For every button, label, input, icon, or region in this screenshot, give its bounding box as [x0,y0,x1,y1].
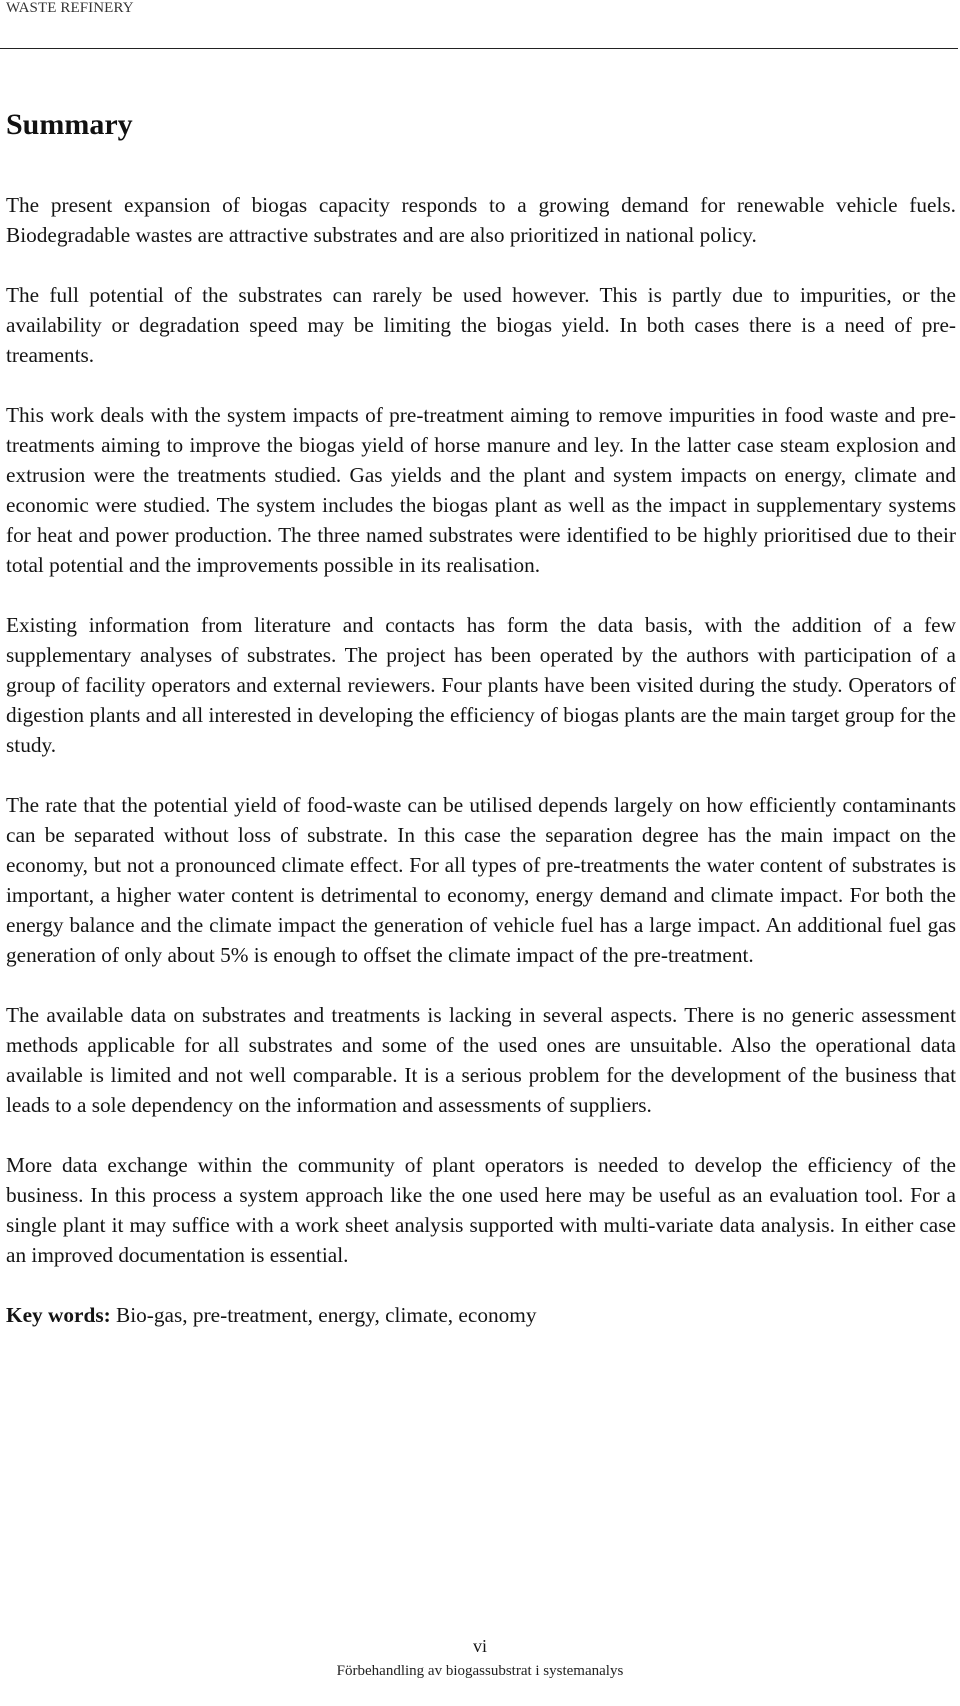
paragraph: The full potential of the substrates can rarely be used however. This is partly due to impurities, or the availability or degradation speed may be limiting the biogas yield. In both cases there is a need of pre-treaments. [6,283,956,367]
paragraph: Existing information from literature and contacts has form the data basis, with the addition of a few supplementary analyses of substrates. The project has been operated by the authors with participation of a group of facility operators and external reviewers. Four plants have been visited during the study. Operators of digestion plants and all interested in developing the efficiency of biogas plants are the main target group for the study. [6,613,956,757]
footer-title: Förbehandling av biogassubstrat i systemanalys [336,1663,624,1679]
keywords-line [6,1300,956,1330]
keywords-label: Key words: [6,1303,111,1327]
keywords-text: Bio-gas, pre-treatment, energy, climate, economy [110,1303,537,1327]
paragraph: The rate that the potential yield of food-waste can be utilised depends largely on how efficiently contaminants can be separated without loss of substrate. In this case the separation degree has the main impact on the economy, but not a pronounced climate effect. For all types of pre-treatments the water content of substrates is important, a higher water content is detrimental to economy, energy demand and climate impact. For both the energy balance and the climate impact the generation of vehicle fuel has a large impact. An additional fuel gas generation of only about 5% is enough to offset the climate impact of the pre-treatment. [6,793,956,967]
page-number: vi [472,1636,487,1656]
running-header-title: WASTE REFINERY [6,0,134,16]
running-header [0,0,958,49]
paragraph: The present expansion of biogas capacity responds to a growing demand for renewable vehicle fuels. Biodegradable wastes are attractive substrates and are also prioritized in national policy. [6,193,956,247]
page-title: Summary [6,108,133,141]
paragraph: This work deals with the system impacts of pre-treatment aiming to remove impurities in food waste and pre-treatments aiming to improve the biogas yield of horse manure and ley. In the latter case steam explosion and extrusion were the treatments studied. Gas yields and the plant and system impacts on energy, climate and economic were studied. The system includes the biogas plant as well as the impact in supplementary systems for heat and power production. The three named substrates were identified to be highly prioritised due to their total potential and the improvements possible in its realisation. [6,403,956,577]
paragraph: More data exchange within the community of plant operators is needed to develop the efficiency of the business. In this process a system approach like the one used here may be useful as an evaluation tool. For a single plant it may suffice with a work sheet analysis supported with multi-variate data analysis. In either case an improved documentation is essential. [6,1153,956,1267]
paragraph: The available data on substrates and treatments is lacking in several aspects. There is no generic assessment methods applicable for all substrates and some of the used ones are unsuitable. Also the operational data available is limited and not well comparable. It is a serious problem for the development of the business that leads to a sole dependency on the information and assessments of suppliers. [6,1003,956,1117]
summary-body [6,190,956,1330]
